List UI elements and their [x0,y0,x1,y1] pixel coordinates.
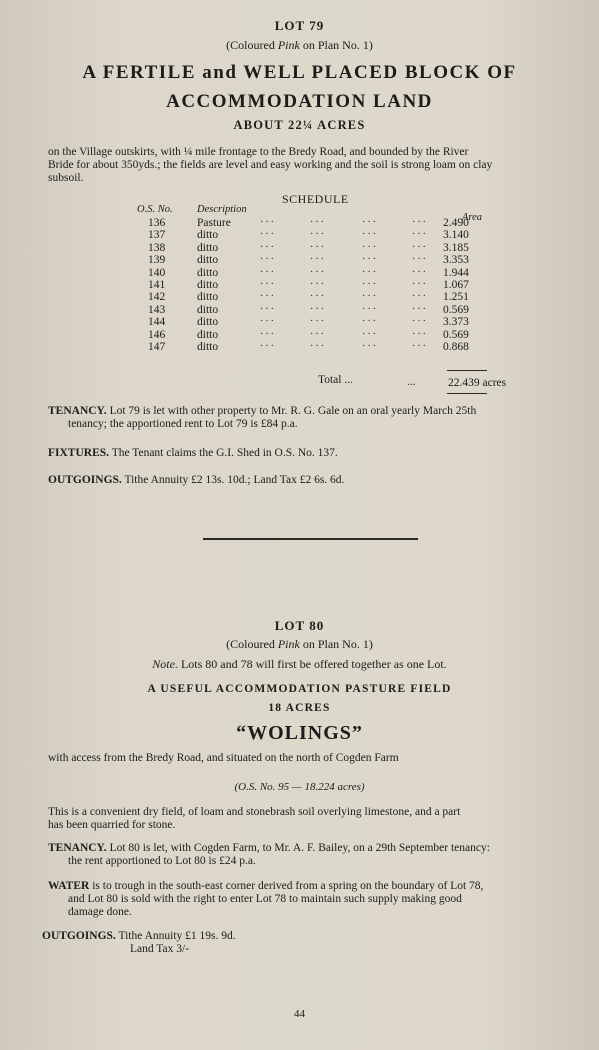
lot-80-description: This is a convenient dry field, of loam and stonebrash soil overlying limestone, and a part has been quarried for stone. [48,806,461,831]
lot-80-outgoings: OUTGOINGS. Tithe Annuity £1 19s. 9d. Land Tax 3/- [42,930,236,955]
schedule-leader-dots: ··· [310,254,326,266]
lot-79-title-line-1: A FERTILE and WELL PLACED BLOCK OF [82,62,517,83]
schedule-description: ditto [197,291,219,304]
schedule-leader-dots: ··· [362,279,378,290]
total-rule-bottom [447,393,487,394]
schedule-leader-dots: ··· [412,229,428,241]
schedule-leader-dots: ··· [310,229,326,241]
schedule-leader-dots: ··· [412,254,428,266]
schedule-row [140,291,480,303]
schedule-leader-dots: ··· [310,241,326,253]
schedule-description: ditto [197,328,219,341]
schedule-leader-dots: ··· [362,266,378,278]
schedule-description: ditto [197,254,219,267]
schedule-row [140,304,480,316]
schedule-leader-dots: ··· [260,279,276,290]
schedule-leader-dots: ··· [310,217,326,228]
schedule-leader-dots: ··· [260,217,276,228]
lot-80-water: WATER is to trough in the south-east corner derived from a spring on the boundary of Lot 78, and Lot 80 is sold with the right to enter Lot 78 to maintain such supply making good damage done. [48,880,484,918]
schedule-leader-dots: ··· [362,254,378,266]
schedule-row [140,254,480,266]
schedule-os-number: 146 [148,328,166,341]
schedule-row [140,267,480,279]
schedule-col-description: Description [197,204,247,215]
schedule-leader-dots: ··· [310,291,326,303]
schedule-area: 3.373 [443,316,469,329]
schedule-area: 1.251 [443,291,469,304]
schedule-os-number: 142 [148,291,166,304]
schedule-area: 0.868 [443,341,469,353]
lot-79-fixtures: FIXTURES. The Tenant claims the G.I. Shed in O.S. No. 137. [48,447,338,459]
schedule-leader-dots: ··· [412,279,428,290]
schedule-leader-dots: ··· [310,303,326,315]
schedule-total-value: 22.439 acres [448,377,507,389]
schedule-col-area: Area [462,212,483,223]
lot-79-heading: LOT 79 [274,18,325,33]
schedule-total-label: Total ... [318,374,353,386]
lot-80-note: Note. Lots 80 and 78 will first be offered together as one Lot. [152,657,447,671]
schedule-row [140,229,480,241]
schedule-description: ditto [197,303,219,316]
schedule-os-number: 143 [148,303,166,316]
schedule-leader-dots: ··· [362,241,378,253]
section-divider [203,538,418,540]
schedule-row [140,341,480,353]
schedule-area: 1.067 [443,279,469,291]
schedule-os-number: 141 [148,279,166,291]
schedule-leader-dots: ··· [260,291,276,303]
schedule-leader-dots: ··· [362,316,378,328]
schedule-leader-dots: ··· [412,303,428,315]
schedule-leader-dots: ··· [260,328,276,340]
schedule-leader-dots: ··· [412,341,428,352]
schedule-os-number: 140 [148,266,166,279]
schedule-area: 2.490 [443,217,469,229]
schedule-leader-dots: ··· [260,316,276,328]
schedule-area: 3.185 [443,241,469,254]
schedule-col-os: O.S. No. [137,204,173,215]
schedule-os-number: 144 [148,316,166,329]
schedule-leader-dots: ··· [412,316,428,328]
schedule-leader-dots: ··· [310,316,326,328]
lot-79-tenancy: TENANCY. Lot 79 is let with other property to Mr. R. G. Gale on an oral yearly March 25th tenancy; the apportioned rent to Lot 79 is £84 p.a. [48,405,477,430]
schedule-area: 0.569 [443,303,469,316]
lot-80-name: “WOLINGS” [236,722,363,744]
lot-79-outgoings: OUTGOINGS. Tithe Annuity £2 13s. 10d.; Land Tax £2 6s. 6d. [48,474,345,486]
schedule-area: 3.140 [443,229,469,242]
schedule-leader-dots: ··· [260,241,276,253]
schedule-title: SCHEDULE [282,192,349,206]
lot-79-plan-note: (Coloured Pink on Plan No. 1) [226,38,373,52]
schedule-os-number: 136 [148,217,166,229]
schedule-description: ditto [197,266,219,279]
schedule-leader-dots: ··· [412,328,428,340]
schedule-description: ditto [197,229,219,242]
lot-79-title-line-2: ACCOMMODATION LAND [166,91,433,112]
schedule-area: 1.944 [443,266,469,279]
schedule-leader-dots: ··· [310,266,326,278]
lot-80-heading: LOT 80 [274,618,325,633]
schedule-row [140,279,480,291]
schedule-leader-dots: ··· [260,266,276,278]
lot-79-acreage: ABOUT 22¼ ACRES [233,118,366,132]
schedule-leader-dots: ··· [362,328,378,340]
schedule-leader-dots: ··· [260,254,276,266]
total-rule-top [447,370,487,371]
lot-80-os-reference: (O.S. No. 95 — 18.224 acres) [234,781,365,793]
schedule-leader-dots: ··· [362,341,378,352]
schedule-row [140,242,480,254]
schedule-leader-dots: ··· [362,229,378,241]
lot-80-access: with access from the Bredy Road, and situated on the north of Cogden Farm [48,752,399,764]
schedule-leader-dots: ··· [260,303,276,315]
lot-80-plan-note: (Coloured Pink on Plan No. 1) [226,637,373,651]
schedule-leader-dots: ··· [362,303,378,315]
schedule-os-number: 137 [148,229,166,242]
page-number: 44 [294,1008,305,1020]
schedule-leader-dots: ··· [412,291,428,303]
schedule-area: 0.569 [443,328,469,341]
schedule-description: ditto [197,241,219,254]
lot-80-title: A USEFUL ACCOMMODATION PASTURE FIELD [147,683,452,695]
schedule-leader-dots: ··· [260,341,276,352]
schedule-leader-dots: ··· [412,266,428,278]
lot-80-acreage: 18 ACRES [268,702,331,714]
schedule-description: ditto [197,341,219,353]
schedule-leader-dots: ··· [362,291,378,303]
schedule-leader-dots: ··· [260,229,276,241]
schedule-os-number: 139 [148,254,166,267]
schedule-row [140,329,480,341]
schedule-description: ditto [197,279,219,291]
schedule-total-dots: ... [407,376,416,388]
lot-79-description: on the Village outskirts, with ¼ mile frontage to the Bredy Road, and bounded by the River Bride for about 350yds.; the fields are level and easy working and the soil is strong loam on clay subsoil. [48,146,493,184]
schedule-os-number: 138 [148,241,166,254]
schedule-leader-dots: ··· [310,279,326,290]
lot-80-tenancy: TENANCY. Lot 80 is let, with Cogden Farm, to Mr. A. F. Bailey, on a 29th September tenancy: the rent apportioned to Lot 80 is £24 p.a. [48,842,490,867]
schedule-area: 3.353 [443,254,469,267]
schedule-row [140,316,480,328]
schedule-leader-dots: ··· [412,217,428,228]
schedule-leader-dots: ··· [310,328,326,340]
schedule-row [140,217,480,229]
schedule-description: Pasture [197,217,231,229]
schedule-leader-dots: ··· [362,217,378,228]
schedule-leader-dots: ··· [412,241,428,253]
schedule-description: ditto [197,316,219,329]
schedule-leader-dots: ··· [310,341,326,352]
schedule-os-number: 147 [148,341,166,353]
